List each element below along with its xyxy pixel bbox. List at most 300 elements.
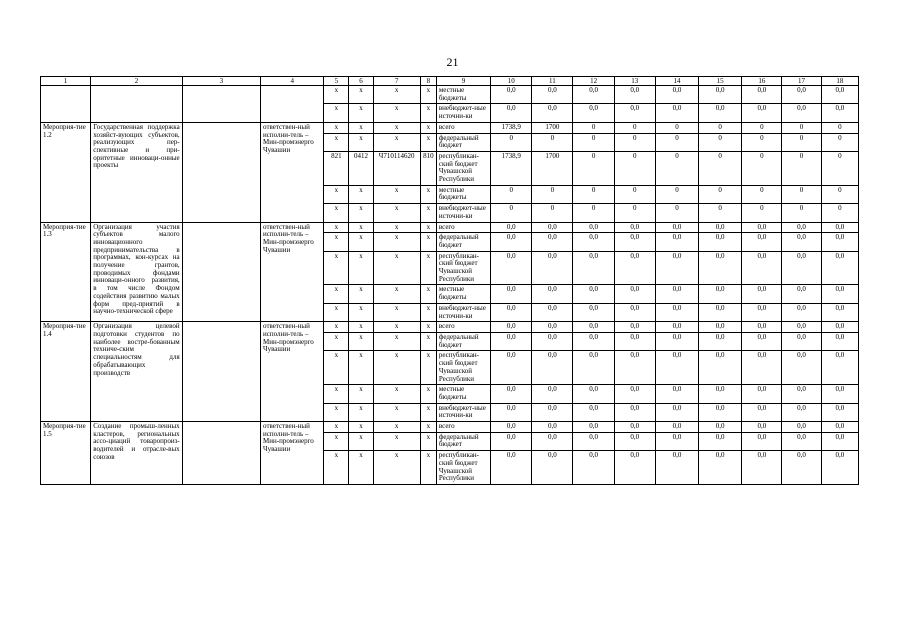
budget-code-cell: x bbox=[420, 86, 436, 104]
measure-name bbox=[91, 86, 182, 123]
budget-code-cell: x bbox=[349, 204, 373, 222]
table-row bbox=[41, 222, 859, 233]
amount-cell: 0,0 bbox=[699, 432, 742, 450]
amount-cell: 0,0 bbox=[742, 385, 782, 403]
amount-cell: 0,0 bbox=[782, 285, 821, 303]
table-row bbox=[41, 322, 859, 333]
budget-code-cell: x bbox=[420, 303, 436, 321]
budget-code-cell: x bbox=[420, 185, 436, 203]
amount-cell: 0,0 bbox=[655, 451, 698, 485]
budget-code-cell: x bbox=[324, 322, 349, 333]
column-number: 18 bbox=[821, 77, 858, 86]
budget-code-cell: x bbox=[420, 332, 436, 350]
amount-cell: 1700 bbox=[532, 151, 573, 185]
budget-code-cell: x bbox=[349, 432, 373, 450]
budget-code-cell: x bbox=[373, 303, 420, 321]
budget-code-cell: x bbox=[420, 432, 436, 450]
amount-cell: 0,0 bbox=[655, 303, 698, 321]
amount-cell: 0,0 bbox=[699, 351, 742, 385]
amount-cell: 0,0 bbox=[742, 86, 782, 104]
amount-cell: 0,0 bbox=[742, 285, 782, 303]
amount-cell: 0 bbox=[532, 133, 573, 151]
funding-source: внебюджет-ные источни-ки bbox=[436, 403, 490, 421]
funding-source: внебюджет-ные источни-ки bbox=[436, 104, 490, 122]
participant-cell bbox=[182, 122, 260, 222]
amount-cell: 0,0 bbox=[573, 351, 614, 385]
amount-cell: 0,0 bbox=[573, 385, 614, 403]
budget-code-cell: x bbox=[373, 204, 420, 222]
amount-cell: 0,0 bbox=[573, 285, 614, 303]
measure-name: Создание промыш-ленных кластеров, региональных ассо-циаций товаропроиз-водителей и отраслe-вых союзов bbox=[91, 422, 182, 485]
amount-cell: 0,0 bbox=[573, 332, 614, 350]
amount-cell: 0,0 bbox=[699, 451, 742, 485]
amount-cell: 0,0 bbox=[491, 403, 532, 421]
amount-cell: 0,0 bbox=[491, 222, 532, 233]
budget-code-cell: x bbox=[420, 351, 436, 385]
amount-cell: 0,0 bbox=[532, 104, 573, 122]
amount-cell: 0,0 bbox=[573, 451, 614, 485]
funding-source: местные бюджеты bbox=[436, 385, 490, 403]
budget-code-cell: x bbox=[324, 122, 349, 133]
funding-source: местные бюджеты bbox=[436, 285, 490, 303]
measure-title: Мероприя-тие 1.3 bbox=[41, 222, 91, 322]
amount-cell: 0,0 bbox=[782, 104, 821, 122]
amount-cell: 0,0 bbox=[655, 322, 698, 333]
amount-cell: 0 bbox=[573, 185, 614, 203]
budget-code-cell: x bbox=[373, 432, 420, 450]
amount-cell: 1738,9 bbox=[491, 122, 532, 133]
amount-cell: 0,0 bbox=[532, 385, 573, 403]
budget-code-cell: x bbox=[324, 185, 349, 203]
amount-cell: 0,0 bbox=[821, 86, 858, 104]
amount-cell: 0,0 bbox=[573, 222, 614, 233]
amount-cell: 0,0 bbox=[655, 351, 698, 385]
amount-cell: 0,0 bbox=[614, 104, 655, 122]
amount-cell: 0,0 bbox=[532, 322, 573, 333]
amount-cell: 0,0 bbox=[821, 233, 858, 251]
funding-source: внебюджет-ные источни-ки bbox=[436, 204, 490, 222]
amount-cell: 0,0 bbox=[699, 403, 742, 421]
amount-cell: 0,0 bbox=[821, 251, 858, 285]
amount-cell: 0,0 bbox=[742, 222, 782, 233]
amount-cell: 0,0 bbox=[782, 251, 821, 285]
budget-code-cell: x bbox=[420, 122, 436, 133]
measure-title: Мероприя-тие 1.2 bbox=[41, 122, 91, 222]
budget-code-cell: x bbox=[324, 351, 349, 385]
amount-cell: 0 bbox=[573, 122, 614, 133]
budget-code-cell: 810 bbox=[420, 151, 436, 185]
amount-cell: 0 bbox=[699, 204, 742, 222]
amount-cell: 0,0 bbox=[491, 86, 532, 104]
amount-cell: 0 bbox=[491, 133, 532, 151]
budget-code-cell: x bbox=[373, 222, 420, 233]
budget-code-cell: x bbox=[324, 133, 349, 151]
funding-source: всего bbox=[436, 322, 490, 333]
measure-title bbox=[41, 86, 91, 123]
amount-cell: 0,0 bbox=[491, 385, 532, 403]
amount-cell: 0,0 bbox=[491, 351, 532, 385]
budget-code-cell: x bbox=[420, 285, 436, 303]
budget-code-cell: Ч710114620 bbox=[373, 151, 420, 185]
budget-code-cell: x bbox=[420, 385, 436, 403]
column-number: 15 bbox=[699, 77, 742, 86]
amount-cell: 1700 bbox=[532, 122, 573, 133]
table-row bbox=[41, 122, 859, 133]
page-number: 21 bbox=[446, 55, 459, 69]
amount-cell: 0,0 bbox=[491, 104, 532, 122]
amount-cell: 0,0 bbox=[614, 451, 655, 485]
column-number: 17 bbox=[782, 77, 821, 86]
amount-cell: 0,0 bbox=[573, 303, 614, 321]
amount-cell: 0,0 bbox=[782, 351, 821, 385]
amount-cell: 0,0 bbox=[655, 104, 698, 122]
budget-code-cell: x bbox=[349, 303, 373, 321]
amount-cell: 0,0 bbox=[742, 451, 782, 485]
amount-cell: 0,0 bbox=[614, 303, 655, 321]
budget-code-cell: x bbox=[420, 222, 436, 233]
budget-code-cell: x bbox=[349, 233, 373, 251]
budget-code-cell: x bbox=[420, 422, 436, 433]
amount-cell: 0 bbox=[699, 185, 742, 203]
amount-cell: 0,0 bbox=[655, 432, 698, 450]
amount-cell: 0,0 bbox=[782, 222, 821, 233]
amount-cell: 0,0 bbox=[782, 432, 821, 450]
amount-cell: 0,0 bbox=[821, 351, 858, 385]
column-number: 12 bbox=[573, 77, 614, 86]
amount-cell: 0,0 bbox=[742, 332, 782, 350]
amount-cell: 0 bbox=[742, 185, 782, 203]
funding-source: федеральный бюджет bbox=[436, 233, 490, 251]
amount-cell: 0,0 bbox=[573, 422, 614, 433]
column-number: 9 bbox=[436, 77, 490, 86]
amount-cell: 0,0 bbox=[614, 432, 655, 450]
amount-cell: 0,0 bbox=[614, 222, 655, 233]
amount-cell: 0,0 bbox=[532, 303, 573, 321]
amount-cell: 0,0 bbox=[491, 322, 532, 333]
measure-name: Организация целевой подготовки студентов по наиболее востре-бованным техниче-ским специальностям для обрабатывающих производств bbox=[91, 322, 182, 422]
amount-cell: 0,0 bbox=[821, 303, 858, 321]
amount-cell: 0,0 bbox=[491, 233, 532, 251]
amount-cell: 0,0 bbox=[782, 322, 821, 333]
budget-code-cell: x bbox=[373, 233, 420, 251]
amount-cell: 0,0 bbox=[782, 403, 821, 421]
amount-cell: 0,0 bbox=[782, 451, 821, 485]
amount-cell: 0,0 bbox=[491, 332, 532, 350]
amount-cell: 0,0 bbox=[742, 351, 782, 385]
amount-cell: 0,0 bbox=[614, 86, 655, 104]
amount-cell: 0,0 bbox=[782, 233, 821, 251]
amount-cell: 0 bbox=[742, 151, 782, 185]
funding-source: республикан-ский бюджет Чувашской Республики bbox=[436, 151, 490, 185]
participant-cell bbox=[182, 86, 260, 123]
amount-cell: 0,0 bbox=[782, 86, 821, 104]
amount-cell: 0,0 bbox=[782, 303, 821, 321]
amount-cell: 0,0 bbox=[821, 285, 858, 303]
amount-cell: 0,0 bbox=[655, 403, 698, 421]
budget-code-cell: x bbox=[349, 451, 373, 485]
amount-cell: 0 bbox=[782, 122, 821, 133]
amount-cell: 0,0 bbox=[699, 322, 742, 333]
amount-cell: 0 bbox=[821, 204, 858, 222]
amount-cell: 0,0 bbox=[699, 233, 742, 251]
amount-cell: 0 bbox=[614, 204, 655, 222]
amount-cell: 0 bbox=[614, 122, 655, 133]
column-number: 8 bbox=[420, 77, 436, 86]
executor: ответствен-ный исполни-тель – Мин-промэнерго Чувашии bbox=[261, 422, 324, 485]
budget-code-cell: x bbox=[324, 285, 349, 303]
amount-cell: 0,0 bbox=[573, 432, 614, 450]
budget-code-cell: x bbox=[373, 403, 420, 421]
column-number: 14 bbox=[655, 77, 698, 86]
budget-code-cell: x bbox=[324, 451, 349, 485]
budget-code-cell: x bbox=[349, 133, 373, 151]
budget-code-cell: x bbox=[349, 332, 373, 350]
column-number: 13 bbox=[614, 77, 655, 86]
funding-source: всего bbox=[436, 422, 490, 433]
budget-code-cell: x bbox=[349, 185, 373, 203]
budget-code-cell: x bbox=[324, 204, 349, 222]
amount-cell: 0,0 bbox=[699, 385, 742, 403]
column-number: 5 bbox=[324, 77, 349, 86]
amount-cell: 0,0 bbox=[614, 322, 655, 333]
amount-cell: 0,0 bbox=[821, 222, 858, 233]
budget-code-cell: x bbox=[420, 204, 436, 222]
amount-cell: 0,0 bbox=[699, 332, 742, 350]
amount-cell: 0,0 bbox=[532, 332, 573, 350]
budget-code-cell: x bbox=[324, 233, 349, 251]
amount-cell: 0,0 bbox=[821, 332, 858, 350]
amount-cell: 0 bbox=[699, 151, 742, 185]
amount-cell: 0 bbox=[782, 133, 821, 151]
amount-cell: 0,0 bbox=[699, 222, 742, 233]
budget-code-cell: x bbox=[324, 222, 349, 233]
column-number: 1 bbox=[41, 77, 91, 86]
amount-cell: 0 bbox=[655, 151, 698, 185]
amount-cell: 0,0 bbox=[742, 303, 782, 321]
amount-cell: 0,0 bbox=[573, 251, 614, 285]
amount-cell: 0,0 bbox=[573, 322, 614, 333]
budget-code-cell: x bbox=[373, 332, 420, 350]
budget-code-cell: x bbox=[324, 422, 349, 433]
amount-cell: 0 bbox=[782, 151, 821, 185]
budget-code-cell: x bbox=[420, 104, 436, 122]
amount-cell: 0,0 bbox=[655, 385, 698, 403]
amount-cell: 0,0 bbox=[699, 86, 742, 104]
budget-code-cell: x bbox=[324, 251, 349, 285]
executor bbox=[261, 86, 324, 123]
amount-cell: 0,0 bbox=[614, 332, 655, 350]
amount-cell: 0 bbox=[573, 133, 614, 151]
amount-cell: 0,0 bbox=[655, 86, 698, 104]
participant-cell bbox=[182, 222, 260, 322]
budget-code-cell: x bbox=[349, 351, 373, 385]
amount-cell: 0,0 bbox=[614, 233, 655, 251]
amount-cell: 0,0 bbox=[655, 251, 698, 285]
column-number: 2 bbox=[91, 77, 182, 86]
amount-cell: 0,0 bbox=[532, 403, 573, 421]
amount-cell: 0,0 bbox=[742, 104, 782, 122]
amount-cell: 0,0 bbox=[491, 422, 532, 433]
amount-cell: 0,0 bbox=[655, 285, 698, 303]
amount-cell: 0,0 bbox=[699, 104, 742, 122]
amount-cell: 0,0 bbox=[614, 351, 655, 385]
amount-cell: 0,0 bbox=[491, 451, 532, 485]
amount-cell: 0,0 bbox=[742, 422, 782, 433]
amount-cell: 0,0 bbox=[742, 432, 782, 450]
amount-cell: 0,0 bbox=[655, 233, 698, 251]
executor: ответствен-ный исполни-тель – Мин-промэнерго Чувашии bbox=[261, 322, 324, 422]
budget-code-cell: 821 bbox=[324, 151, 349, 185]
column-number: 10 bbox=[491, 77, 532, 86]
budget-code-cell: x bbox=[373, 322, 420, 333]
table-row bbox=[41, 422, 859, 433]
amount-cell: 0,0 bbox=[699, 422, 742, 433]
amount-cell: 0,0 bbox=[782, 332, 821, 350]
amount-cell: 0,0 bbox=[532, 422, 573, 433]
amount-cell: 0 bbox=[742, 204, 782, 222]
column-number: 7 bbox=[373, 77, 420, 86]
budget-code-cell: x bbox=[324, 104, 349, 122]
amount-cell: 0 bbox=[573, 204, 614, 222]
budget-code-cell: x bbox=[373, 385, 420, 403]
amount-cell: 0,0 bbox=[821, 104, 858, 122]
funding-source: всего bbox=[436, 222, 490, 233]
amount-cell: 0,0 bbox=[742, 233, 782, 251]
amount-cell: 0 bbox=[614, 151, 655, 185]
amount-cell: 0,0 bbox=[614, 251, 655, 285]
measure-title: Мероприя-тие 1.5 bbox=[41, 422, 91, 485]
budget-code-cell: x bbox=[349, 385, 373, 403]
column-number: 16 bbox=[742, 77, 782, 86]
amount-cell: 0 bbox=[614, 133, 655, 151]
budget-code-cell: x bbox=[324, 303, 349, 321]
amount-cell: 0,0 bbox=[614, 385, 655, 403]
amount-cell: 0,0 bbox=[532, 222, 573, 233]
measure-title: Мероприя-тие 1.4 bbox=[41, 322, 91, 422]
budget-code-cell: x bbox=[420, 451, 436, 485]
amount-cell: 0 bbox=[821, 122, 858, 133]
amount-cell: 0,0 bbox=[614, 403, 655, 421]
budget-code-cell: x bbox=[420, 403, 436, 421]
amount-cell: 0,0 bbox=[821, 432, 858, 450]
column-number: 3 bbox=[182, 77, 260, 86]
budget-code-cell: x bbox=[349, 322, 373, 333]
budget-code-cell: x bbox=[349, 86, 373, 104]
table-row bbox=[41, 86, 859, 104]
amount-cell: 0 bbox=[655, 185, 698, 203]
budget-code-cell: x bbox=[420, 133, 436, 151]
amount-cell: 0 bbox=[532, 185, 573, 203]
column-number: 4 bbox=[261, 77, 324, 86]
amount-cell: 0,0 bbox=[655, 222, 698, 233]
amount-cell: 0,0 bbox=[491, 285, 532, 303]
amount-cell: 0,0 bbox=[821, 385, 858, 403]
amount-cell: 0 bbox=[532, 204, 573, 222]
executor: ответствен-ный исполни-тель – Мин-промэнерго Чувашии bbox=[261, 222, 324, 322]
amount-cell: 0,0 bbox=[782, 422, 821, 433]
executor: ответствен-ный исполни-тель – Мин-промэнерго Чувашии bbox=[261, 122, 324, 222]
budget-code-cell: x bbox=[349, 285, 373, 303]
amount-cell: 0 bbox=[782, 185, 821, 203]
budget-code-cell: x bbox=[420, 322, 436, 333]
amount-cell: 0,0 bbox=[742, 322, 782, 333]
amount-cell: 0 bbox=[742, 122, 782, 133]
amount-cell: 0 bbox=[699, 122, 742, 133]
amount-cell: 0,0 bbox=[699, 303, 742, 321]
budget-code-cell: x bbox=[349, 403, 373, 421]
budget-code-cell: x bbox=[373, 133, 420, 151]
amount-cell: 0 bbox=[782, 204, 821, 222]
budget-code-cell: x bbox=[373, 351, 420, 385]
budget-code-cell: 0412 bbox=[349, 151, 373, 185]
amount-cell: 0,0 bbox=[655, 332, 698, 350]
amount-cell: 0,0 bbox=[532, 451, 573, 485]
funding-source: всего bbox=[436, 122, 490, 133]
amount-cell: 0,0 bbox=[614, 422, 655, 433]
amount-cell: 0,0 bbox=[573, 403, 614, 421]
budget-code-cell: x bbox=[349, 422, 373, 433]
measure-name: Организация участия субъектов малого инновационного предпринимательства в программах, кон-курсах на получение грантов, проводимых фондами инноваци-онного развития, в том числе Фондом содействия развитию малых форм пред-приятий в научно-технической сфере bbox=[91, 222, 182, 322]
amount-cell: 0 bbox=[614, 185, 655, 203]
budget-code-cell: x bbox=[373, 451, 420, 485]
funding-source: местные бюджеты bbox=[436, 185, 490, 203]
table-body bbox=[41, 86, 859, 485]
funding-source: федеральный бюджет bbox=[436, 332, 490, 350]
budget-code-cell: x bbox=[324, 385, 349, 403]
amount-cell: 0 bbox=[742, 133, 782, 151]
budget-code-cell: x bbox=[373, 122, 420, 133]
amount-cell: 0,0 bbox=[821, 322, 858, 333]
column-number: 11 bbox=[532, 77, 573, 86]
budget-code-cell: x bbox=[373, 251, 420, 285]
amount-cell: 0,0 bbox=[573, 233, 614, 251]
amount-cell: 0,0 bbox=[532, 86, 573, 104]
funding-source: федеральный бюджет bbox=[436, 432, 490, 450]
amount-cell: 0 bbox=[655, 204, 698, 222]
amount-cell: 0,0 bbox=[532, 432, 573, 450]
participant-cell bbox=[182, 322, 260, 422]
amount-cell: 0 bbox=[655, 122, 698, 133]
budget-code-cell: x bbox=[349, 251, 373, 285]
amount-cell: 0,0 bbox=[742, 403, 782, 421]
amount-cell: 0,0 bbox=[614, 285, 655, 303]
budget-code-cell: x bbox=[324, 332, 349, 350]
budget-code-cell: x bbox=[373, 422, 420, 433]
amount-cell: 0,0 bbox=[532, 351, 573, 385]
budget-code-cell: x bbox=[324, 432, 349, 450]
amount-cell: 0,0 bbox=[699, 251, 742, 285]
funding-source: республикан-ский бюджет Чувашской Республики bbox=[436, 251, 490, 285]
budget-table bbox=[40, 76, 859, 485]
amount-cell: 0,0 bbox=[491, 303, 532, 321]
budget-code-cell: x bbox=[373, 104, 420, 122]
amount-cell: 0,0 bbox=[782, 385, 821, 403]
amount-cell: 0 bbox=[699, 133, 742, 151]
amount-cell: 0,0 bbox=[573, 104, 614, 122]
amount-cell: 0 bbox=[821, 151, 858, 185]
column-number-row bbox=[41, 77, 859, 86]
budget-code-cell: x bbox=[349, 104, 373, 122]
funding-source: местные бюджеты bbox=[436, 86, 490, 104]
budget-code-cell: x bbox=[324, 86, 349, 104]
amount-cell: 0,0 bbox=[532, 251, 573, 285]
budget-code-cell: x bbox=[420, 251, 436, 285]
amount-cell: 0,0 bbox=[532, 233, 573, 251]
amount-cell: 0 bbox=[491, 204, 532, 222]
amount-cell: 0,0 bbox=[655, 422, 698, 433]
amount-cell: 1738,9 bbox=[491, 151, 532, 185]
amount-cell: 0,0 bbox=[821, 422, 858, 433]
